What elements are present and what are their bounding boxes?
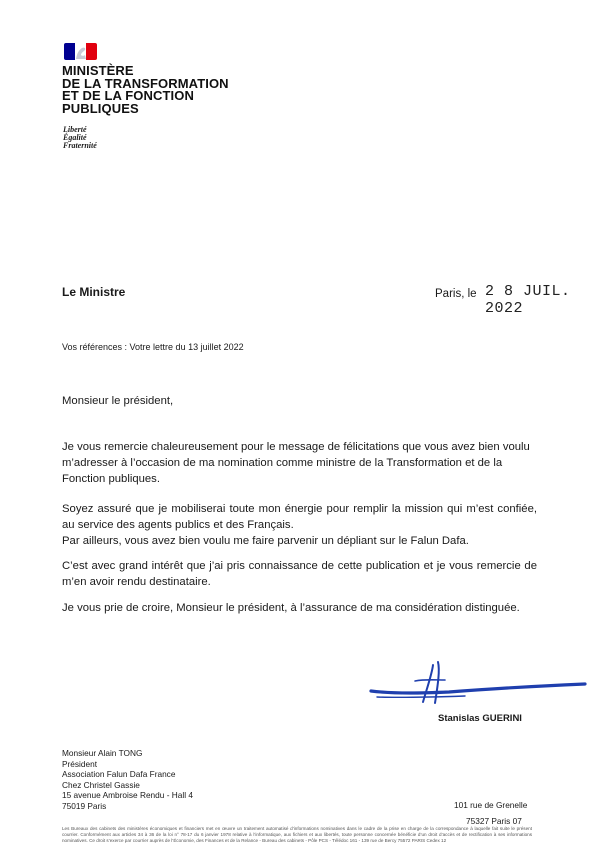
recipient-address [62,748,193,811]
paragraph-interest: C’est avec grand intérêt que j’ai pris connaissance de cette publication et je vous remercie de m’en avoir rendu destinataire. [62,560,537,588]
handwritten-signature [365,658,590,718]
recipient-line: 15 avenue Ambroise Rendu - Hall 4 [62,790,193,800]
recipient-line: Association Falun Dafa France [62,769,176,779]
flag-red-band [86,43,97,60]
motto-liberte: Liberté [63,125,87,134]
recipient-line: Président [62,758,98,769]
paragraph-closing: Je vous prie de croire, Monsieur le président, à l’assurance de ma considération distinguée. [62,602,520,614]
place-label: Paris, le [435,288,477,300]
ministry-name-line: PUBLIQUES [62,100,139,116]
salutation: Monsieur le président, [62,395,174,407]
date-stamp: 2 8 JUIL. 2022 [485,283,571,317]
recipient-line: 75019 Paris [62,800,107,811]
ministry-city: 75327 Paris 07 [466,816,522,826]
ministry-name-line: ET DE LA FONCTION [62,88,194,103]
marianne-flag-logo [64,43,97,60]
references-line: Vos références : Votre lettre du 13 juillet 2022 [62,342,244,352]
republic-motto [63,126,97,150]
recipient-line: Monsieur Alain TONG [62,748,143,758]
motto-egalite: Égalité [63,133,87,142]
paragraph-leaflet: Par ailleurs, vous avez bien voulu me faire parvenir un dépliant sur le Falun Dafa. [62,535,469,547]
legal-footer-note: Les Bureaux des cabinets des ministères économiques et financiers met en œuvre un traitement automatisé d’informations nominatives dans le cadre de la prise en charge de la correspondance à laquelle fait suite le présent courrier. Conformément aux articles 34 à 36 de la loi n° 78-17 du 6 janvier 1978 relative à l’informatique, aux fichiers et aux libertés, toute personne concernée bénéficie d’un droit d’accès et de rectification à ses informations nominatives. Ce droit s’exerce par courrier auprès de l’Économie, des Finances et de la Relance - Bureau des cabinets - Pôle PCS - Télédoc 161 - 139 rue de Bercy 75572 PARIS Cedex 12 [62,826,532,843]
ministry-street: 101 rue de Grenelle [454,800,528,810]
ministry-name-line: MINISTÈRE [62,63,134,78]
paragraph-commitment: Soyez assuré que je mobiliserai toute mon énergie pour remplir la mission qui m’est confiée, au service des agents publics et des Français. [62,503,537,531]
paragraph-thanks: Je vous remercie chaleureusement pour le message de félicitations que vous avez bien voulu m’adresser à l’occasion de ma nomination comme ministre de la Transformation et de la Fonction publiques. [62,441,530,485]
sender-title: Le Ministre [62,285,126,299]
signer-name: Stanislas GUERINI [438,713,522,724]
ministry-address [454,797,527,829]
motto-fraternite: Fraternité [63,141,97,150]
ministry-name-line: DE LA TRANSFORMATION [62,75,229,91]
flag-blue-band [64,43,75,60]
recipient-line: Chez Christel Gassie [62,779,140,790]
ministry-name [62,65,229,115]
